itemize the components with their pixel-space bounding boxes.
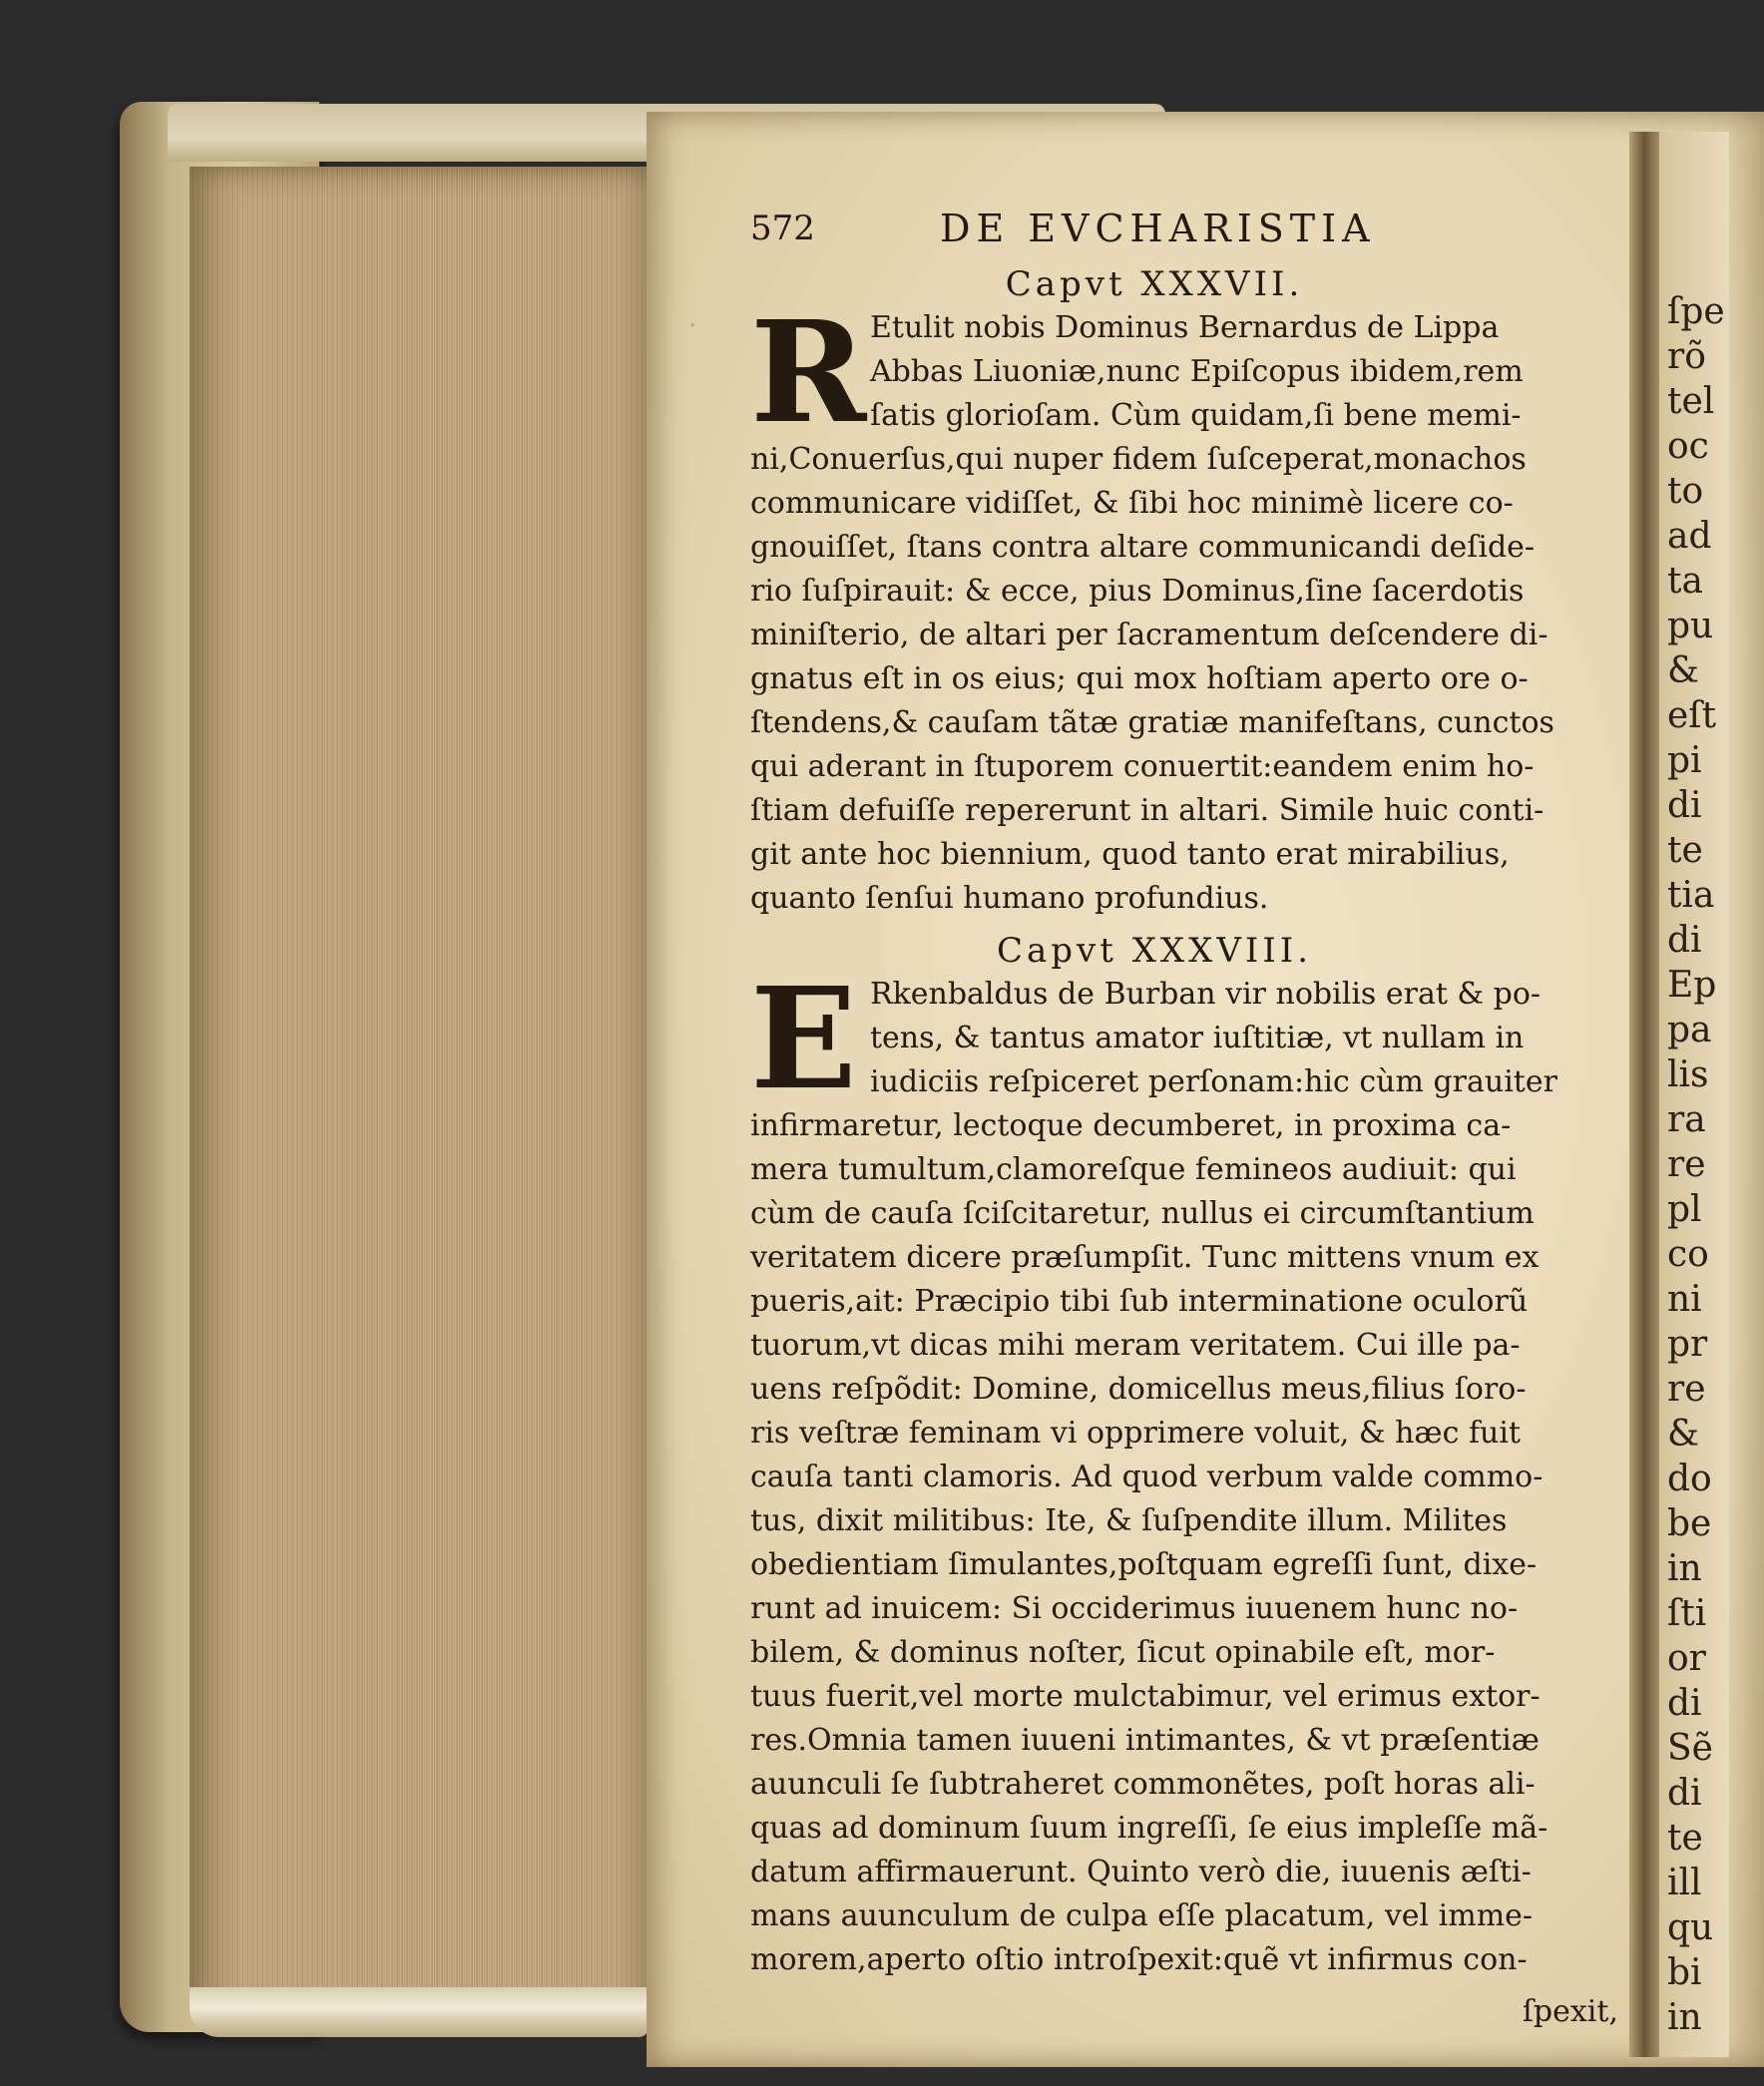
facing-page-fragment: to (1667, 471, 1704, 512)
text-line: bilem, & dominus noſter, ſicut opinabile eſt, mor- (750, 1635, 1496, 1670)
facing-page-fragment: in (1667, 1548, 1702, 1589)
facing-page-fragment: be (1667, 1503, 1712, 1544)
text-line: mans auunculum de culpa eſſe placatum, vel imme- (750, 1898, 1534, 1933)
text-line: quanto ſenſui humano profundius. (750, 881, 1269, 916)
gutter (1629, 132, 1659, 2057)
text-line: uens reſpõdit: Domine, domicellus meus,filius ſoro- (750, 1372, 1527, 1407)
facing-page-fragment: re (1667, 1144, 1706, 1185)
text-line: Abbas Liuoniæ,nunc Epiſcopus ibidem,rem (870, 354, 1524, 389)
page-number: 572 (750, 209, 815, 248)
text-line: ni,Conuerſus,qui nuper fidem ſuſceperat,monachos (750, 442, 1527, 477)
text-line: ſtiam defuiſſe repererunt in altari. Simile huic conti- (750, 793, 1544, 828)
facing-page-fragment: pi (1667, 740, 1702, 781)
facing-page-fragment: ra (1667, 1099, 1706, 1140)
facing-page-fragment: tel (1667, 381, 1715, 422)
text-line: gnatus eſt in os eius; qui mox hoſtiam aperto ore o- (750, 661, 1529, 696)
bleed-through-mark: · (688, 311, 697, 341)
text-line: iudiciis reſpiceret perſonam:hic cùm grauiter (870, 1064, 1557, 1099)
text-line: tuus fuerit,vel morte mulctabimur, vel erimus extor- (750, 1679, 1541, 1714)
facing-page-fragment: ad (1667, 516, 1712, 557)
page-text (750, 205, 1618, 2034)
facing-page-fragment: eſt (1667, 695, 1717, 736)
facing-page-fragment: ni (1667, 1279, 1702, 1320)
facing-page-fragment: ill (1667, 1863, 1702, 1903)
facing-page-fragment: pr (1667, 1324, 1708, 1365)
page-block (190, 167, 649, 2022)
facing-page-fragment: re (1667, 1369, 1706, 1410)
text-line: git ante hoc biennium, quod tanto erat mirabilius, (750, 837, 1510, 872)
text-line: ſtendens,& cauſam tãtæ gratiæ manifeſtans, cunctos (750, 705, 1554, 740)
facing-page-fragment: pl (1667, 1189, 1702, 1230)
chapter-body (750, 291, 1618, 921)
facing-page-fragment: lis (1667, 1054, 1709, 1095)
text-line: rio ſuſpirauit: & ecce, pius Dominus,ſine ſacerdotis (750, 574, 1525, 609)
facing-page-fragment: tia (1667, 875, 1715, 916)
page-header (750, 205, 1618, 256)
facing-page-fragment: pa (1667, 1010, 1712, 1050)
facing-page-fragment: di (1667, 1773, 1702, 1814)
facing-page-fragment: & (1667, 1414, 1700, 1455)
text-line: veritatem dicere præſumpſit. Tunc mittens vnum ex (750, 1240, 1540, 1275)
text-line: infirmaretur, lectoque decumberet, in proxima ca- (750, 1108, 1512, 1143)
facing-page-fragment: co (1667, 1234, 1709, 1275)
text-line: qui aderant in ſtuporem conuertit:eandem enim ho- (750, 749, 1535, 784)
text-line: gnouiſſet, ſtans contra altare communicandi deſide- (750, 530, 1536, 565)
facing-page-fragment: bi (1667, 1952, 1702, 1993)
facing-page-fragment: ſpe (1667, 291, 1725, 332)
text-line: tus, dixit militibus: Ite, & ſuſpendite illum. Milites (750, 1503, 1508, 1538)
chapter-title: Capvt XXXVII. (1005, 264, 1304, 304)
facing-page-fragment: oc (1667, 426, 1709, 467)
facing-page-fragment: di (1667, 785, 1702, 826)
text-line: ſatis glorioſam. Cùm quidam,ſi bene memi- (870, 398, 1522, 433)
catchword: ſpexit, (1522, 1994, 1618, 2029)
text-line: obedientiam ſimulantes,poſtquam egreſſi ſunt, dixe- (750, 1547, 1538, 1582)
text-line: auunculi ſe ſubtraheret commonẽtes, poſt horas ali- (750, 1767, 1536, 1802)
text-line: pueris,ait: Præcipio tibi ſub interminatione oculorũ (750, 1284, 1529, 1319)
chapters (750, 262, 1618, 1982)
page-block-bottom (190, 1987, 649, 2037)
chapter-title: Capvt XXXVIII. (997, 931, 1312, 971)
facing-page-fragment: Sẽ (1667, 1728, 1713, 1769)
facing-page-fragment: pu (1667, 606, 1714, 646)
text-line: morem,aperto oſtio introſpexit:quẽ vt infirmus con- (750, 1942, 1528, 1977)
facing-page-fragment: ſti (1667, 1593, 1707, 1634)
text-line: tens, & tantus amator iuſtitiæ, vt nullam in (870, 1021, 1525, 1055)
facing-page-fragment: te (1667, 830, 1703, 871)
text-line: cauſa tanti clamoris. Ad quod verbum valde commo- (750, 1460, 1544, 1494)
facing-page-fragment: & (1667, 650, 1700, 691)
facing-page-fragment: rõ (1667, 336, 1706, 377)
running-head: DE EVCHARISTIA (940, 207, 1376, 250)
facing-page-fragment: qu (1667, 1907, 1714, 1948)
text-line: runt ad inuicem: Si occiderimus iuuenem hunc no- (750, 1591, 1519, 1626)
facing-page-fragment: or (1667, 1638, 1706, 1679)
chapter-body (750, 958, 1618, 1982)
text-line: communicare vidiſſet, & ſibi hoc minimè licere co- (750, 486, 1514, 521)
text-line: Rkenbaldus de Burban vir nobilis erat & po- (870, 977, 1542, 1012)
text-line: res.Omnia tamen iuueni intimantes, & vt præſentiæ (750, 1723, 1540, 1758)
chapter (750, 929, 1618, 1982)
facing-page-fragment: di (1667, 920, 1702, 961)
text-line: quas ad dominum ſuum ingreſſi, ſe eius impleſſe mã- (750, 1811, 1548, 1846)
drop-cap: R (750, 291, 867, 455)
facing-page-fragment: ta (1667, 561, 1703, 602)
facing-page-fragment: di (1667, 1683, 1702, 1724)
facing-page-edge (1659, 132, 1729, 2057)
text-line: ris veſtræ feminam vi opprimere voluit, & hæc fuit (750, 1416, 1522, 1451)
facing-page-fragment: Ep (1667, 965, 1717, 1006)
facing-page-fragment: in (1667, 1997, 1702, 2038)
text-line: Etulit nobis Dominus Bernardus de Lippa (870, 310, 1500, 345)
text-line: datum affirmauerunt. Quinto verò die, iuuenis æſti- (750, 1855, 1532, 1889)
facing-page-fragment: te (1667, 1818, 1703, 1859)
facing-page-fragment: do (1667, 1459, 1712, 1499)
chapter (750, 262, 1618, 921)
text-line: miniſterio, de altari per ſacramentum deſcendere di- (750, 618, 1548, 652)
text-line: cùm de cauſa ſciſcitaretur, nullus ei circumſtantium (750, 1196, 1535, 1231)
text-line: mera tumultum,clamoreſque femineos audiuit: qui (750, 1152, 1517, 1187)
drop-cap: E (750, 958, 857, 1121)
text-line: tuorum,vt dicas mihi meram veritatem. Cui ille pa- (750, 1328, 1521, 1363)
